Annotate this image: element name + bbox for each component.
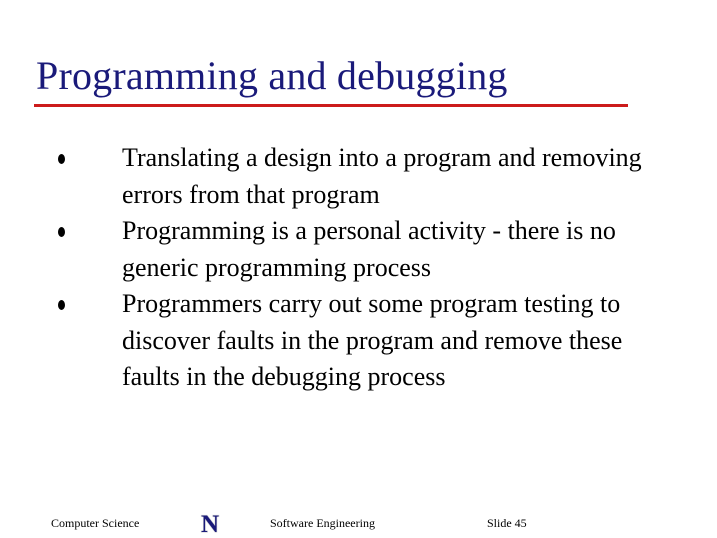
bullet-line: errors from that program [122,179,380,209]
bullet-item [58,286,698,396]
bullet-item [58,213,698,286]
bullet-line: faults in the debugging process [122,362,446,391]
bullet-dot-icon [58,154,65,164]
bullet-list [58,140,698,396]
bullet-line: Programming is a personal activity - there is no [122,216,616,245]
bullet-line: generic programming process [122,252,432,282]
logo-letter: N [200,511,220,535]
footer-course: Software Engineering [270,516,375,530]
slide-title: Programming and debugging [36,53,508,98]
bullet-line: discover faults in the program and remove these [122,325,623,355]
title-underline-rule [34,104,628,107]
bullet-item [58,140,698,213]
bullet-dot-icon [58,227,65,237]
bullet-line: Programmers carry out some program testing to [122,289,621,318]
footer-slide-number: Slide 45 [487,516,527,530]
footer-department: Computer Science [51,516,140,530]
bullet-line: Translating a design into a program and removing [122,143,642,172]
n-logo-icon [192,511,228,535]
bullet-dot-icon [58,300,65,310]
